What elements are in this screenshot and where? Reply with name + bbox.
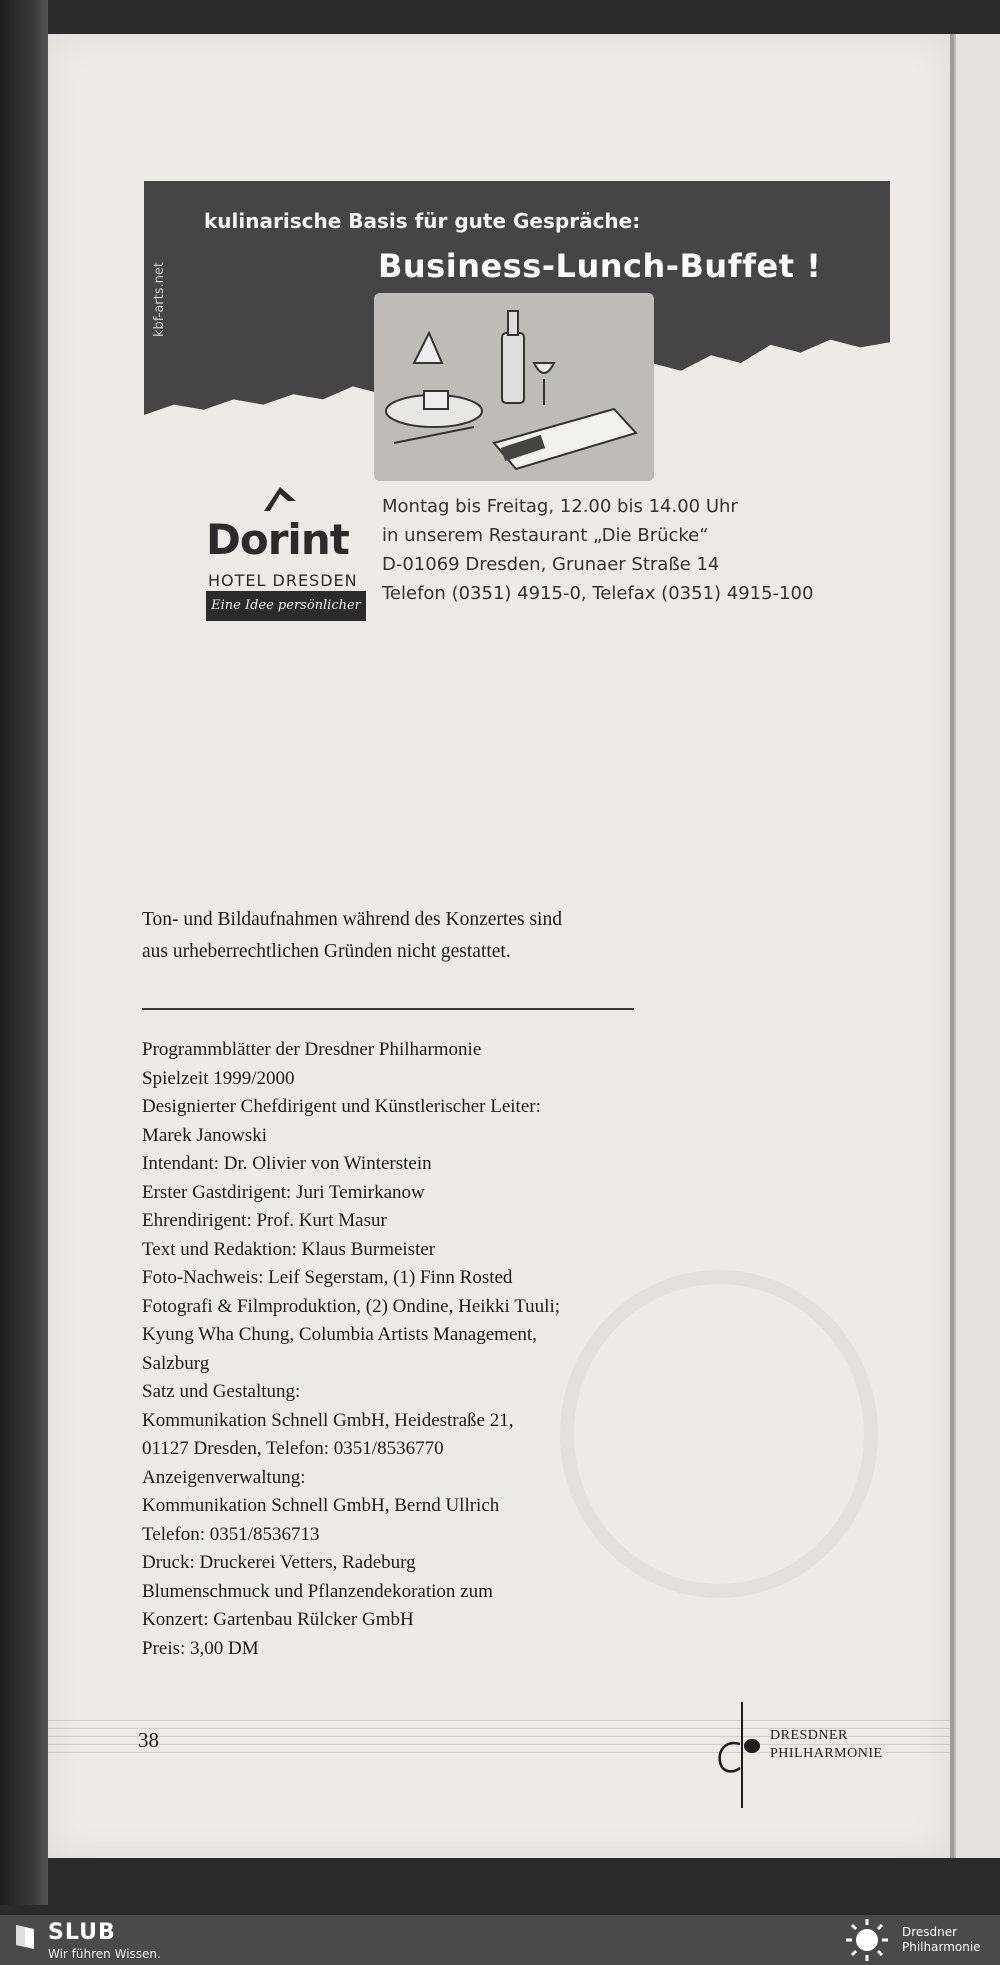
ad-info-line: Montag bis Freitag, 12.00 bis 14.00 Uhr — [382, 496, 738, 517]
colophon-line: Text und Redaktion: Klaus Burmeister — [142, 1238, 436, 1260]
logo-wordmark: Dorint — [206, 515, 349, 564]
ad-credit: kbf-arts.net — [152, 262, 167, 337]
ad-info-line: in unserem Restaurant „Die Brücke“ — [382, 525, 709, 546]
ad-kicker: kulinarische Basis für gute Gespräche: — [204, 209, 641, 233]
advertisement — [144, 181, 890, 636]
logo-tagline: Eine Idee persönlicher — [206, 591, 366, 621]
colophon-line: 01127 Dresden, Telefon: 0351/8536770 — [142, 1438, 444, 1459]
next-page-edge — [954, 34, 1000, 1858]
philharmonie-sun-icon — [840, 1917, 894, 1963]
logo-subtitle: HOTEL DRESDEN — [208, 571, 358, 590]
colophon-line: Blumenschmuck und Pflanzendekoration zum — [142, 1580, 493, 1602]
bleed-through-logo — [560, 1270, 878, 1598]
dorint-logo — [206, 481, 376, 617]
colophon-line: Ehrendirigent: Prof. Kurt Masur — [142, 1210, 387, 1231]
orchestra-name-line: PHILHARMONIE — [770, 1746, 883, 1761]
ad-info — [382, 492, 813, 608]
colophon-line: Satz und Gestaltung: — [142, 1381, 301, 1402]
colophon-line: Telefon: 0351/8536713 — [142, 1523, 320, 1545]
colophon-line: Kommunikation Schnell GmbH, Heidestraße 21, — [142, 1409, 514, 1431]
ad-headline: Business-Lunch-Buffet ! — [378, 247, 822, 285]
philharmonie-logo-icon — [710, 1700, 760, 1810]
colophon-line: Foto-Nachweis: Leif Segerstam, (1) Finn Rosted — [142, 1267, 513, 1288]
colophon-line: Spielzeit 1999/2000 — [142, 1067, 295, 1089]
recording-notice — [142, 904, 562, 968]
library-name: SLUB — [48, 1920, 116, 1945]
colophon-line: Programmblätter der Dresdner Philharmonie — [142, 1039, 482, 1060]
colophon-line: Fotografi & Filmproduktion, (2) Ondine, Heikki Tuuli; — [142, 1295, 561, 1317]
colophon — [142, 1036, 560, 1663]
page-number: 38 — [138, 1728, 159, 1752]
ad-info-line: D-01069 Dresden, Grunaer Straße 14 — [382, 554, 720, 575]
partner-name-line: Philharmonie — [902, 1940, 981, 1954]
slub-logo-icon — [14, 1923, 36, 1951]
lunch-illustration — [374, 293, 654, 481]
colophon-line: Salzburg — [142, 1352, 210, 1374]
staff-line — [48, 1720, 950, 1721]
ad-info-line: Telefon (0351) 4915-0, Telefax (0351) 4915-100 — [382, 583, 814, 604]
colophon-line: Kommunikation Schnell GmbH, Bernd Ullrich — [142, 1495, 500, 1516]
colophon-line: Erster Gastdirigent: Juri Temirkanow — [142, 1181, 425, 1203]
colophon-line: Marek Janowski — [142, 1124, 268, 1146]
colophon-line: Designierter Chefdirigent und Künstlerischer Leiter: — [142, 1096, 541, 1117]
divider-rule — [142, 1008, 634, 1010]
library-tagline: Wir führen Wissen. — [48, 1947, 161, 1961]
partner-name — [902, 1925, 981, 1955]
colophon-line: Anzeigenverwaltung: — [142, 1466, 306, 1488]
scan-background — [0, 0, 48, 1905]
dorint-mark-icon — [258, 481, 302, 517]
notice-line: Ton- und Bildaufnahmen während des Konzertes sind — [142, 909, 562, 930]
notice-line: aus urheberrechtlichen Gründen nicht gestattet. — [142, 941, 511, 962]
orchestra-name — [770, 1727, 883, 1763]
colophon-line: Preis: 3,00 DM — [142, 1637, 259, 1659]
orchestra-name-line: DRESDNER — [770, 1728, 848, 1743]
colophon-line: Kyung Wha Chung, Columbia Artists Management, — [142, 1324, 537, 1345]
colophon-line: Druck: Druckerei Vetters, Radeburg — [142, 1552, 416, 1573]
colophon-line: Intendant: Dr. Olivier von Winterstein — [142, 1153, 432, 1174]
viewer-bottom-bar — [0, 1915, 1000, 1965]
colophon-line: Konzert: Gartenbau Rülcker GmbH — [142, 1609, 414, 1630]
partner-name-line: Dresdner — [902, 1925, 958, 1939]
